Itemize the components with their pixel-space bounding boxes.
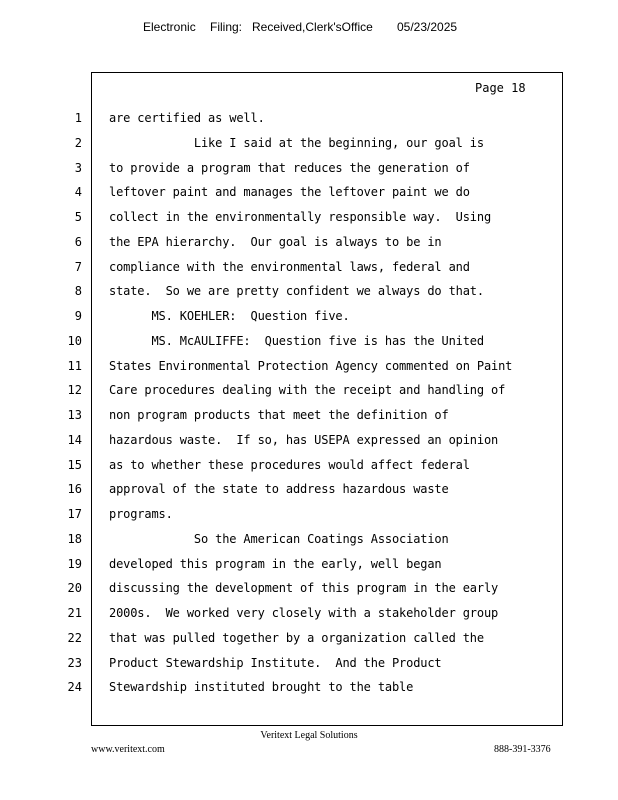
line-number: 23 <box>67 656 82 670</box>
page-number: Page 18 <box>475 81 526 95</box>
transcript-line: compliance with the environmental laws, federal and <box>109 260 470 274</box>
line-number: 16 <box>67 482 82 496</box>
line-number: 1 <box>74 111 82 125</box>
line-number: 12 <box>67 383 82 397</box>
line-number: 11 <box>67 359 82 373</box>
transcript-line: Product Stewardship Institute. And the Product <box>109 656 442 670</box>
line-number: 22 <box>67 631 82 645</box>
line-number: 13 <box>67 408 82 422</box>
transcript-line: hazardous waste. If so, has USEPA expressed an opinion <box>109 433 499 447</box>
line-number: 4 <box>74 185 82 199</box>
transcript-line: are certified as well. <box>109 111 265 125</box>
transcript-line: approval of the state to address hazardous waste <box>109 482 449 496</box>
transcript-line: So the American Coatings Association <box>109 532 449 546</box>
line-number: 17 <box>67 507 82 521</box>
transcript-line: States Environmental Protection Agency commented on Paint <box>109 359 513 373</box>
header-filing: Filing: <box>210 20 243 34</box>
transcript-line: Care procedures dealing with the receipt and handling of <box>109 383 506 397</box>
transcript-line: developed this program in the early, well began <box>109 557 442 571</box>
line-number: 14 <box>67 433 82 447</box>
line-number: 2 <box>74 136 82 150</box>
line-number: 6 <box>74 235 82 249</box>
transcript-line: MS. McAULIFFE: Question five is has the United <box>109 334 484 348</box>
transcript-line: that was pulled together by a organization called the <box>109 631 484 645</box>
line-number: 19 <box>67 557 82 571</box>
line-number: 21 <box>67 606 82 620</box>
transcript-line: programs. <box>109 507 173 521</box>
transcript-line: collect in the environmentally responsible way. Using <box>109 210 492 224</box>
line-number: 7 <box>74 260 82 274</box>
transcript-line: state. So we are pretty confident we always do that. <box>109 284 484 298</box>
header-received: Received,Clerk'sOffice <box>252 20 373 34</box>
line-number: 18 <box>67 532 82 546</box>
transcript-line: leftover paint and manages the leftover paint we do <box>109 185 470 199</box>
footer-company: Veritext Legal Solutions <box>260 730 358 741</box>
filing-header <box>0 20 618 38</box>
transcript-line: Like I said at the beginning, our goal is <box>109 136 484 150</box>
line-number: 24 <box>67 680 82 694</box>
transcript-line: discussing the development of this program in the early <box>109 581 499 595</box>
line-number: 8 <box>74 284 82 298</box>
line-number: 15 <box>67 458 82 472</box>
line-number: 3 <box>74 161 82 175</box>
transcript-line: to provide a program that reduces the generation of <box>109 161 470 175</box>
transcript-line: non program products that meet the definition of <box>109 408 449 422</box>
transcript-line: as to whether these procedures would affect federal <box>109 458 470 472</box>
transcript-line: MS. KOEHLER: Question five. <box>109 309 350 323</box>
line-number: 10 <box>67 334 82 348</box>
line-number: 5 <box>74 210 82 224</box>
header-electronic: Electronic <box>143 20 196 34</box>
transcript-line: Stewardship instituted brought to the table <box>109 680 414 694</box>
footer-phone: 888-391-3376 <box>494 744 551 755</box>
line-number: 20 <box>67 581 82 595</box>
footer-website: www.veritext.com <box>91 744 165 755</box>
header-date: 05/23/2025 <box>397 20 458 34</box>
line-number: 9 <box>74 309 82 323</box>
transcript-line: 2000s. We worked very closely with a stakeholder group <box>109 606 499 620</box>
transcript-line: the EPA hierarchy. Our goal is always to be in <box>109 235 442 249</box>
